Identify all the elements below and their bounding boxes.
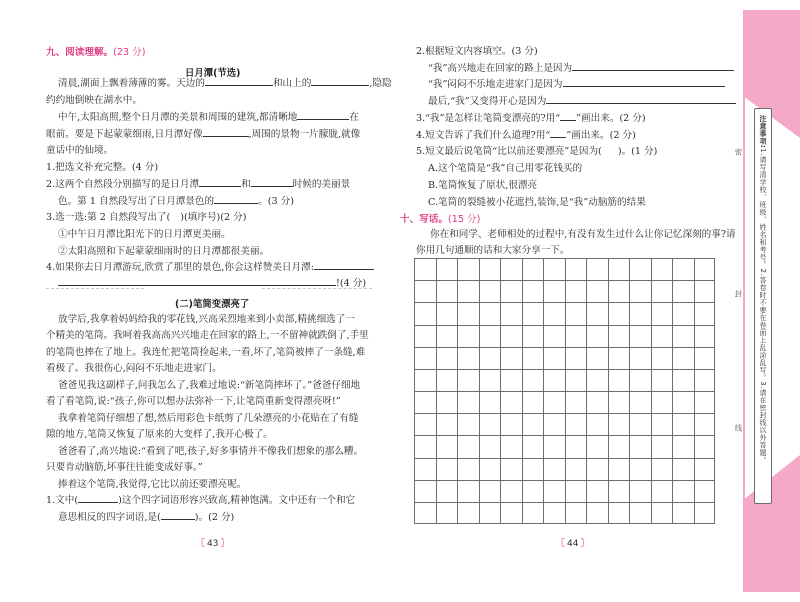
passage-1-line-1 — [58, 76, 392, 92]
text: 最后,“我”又变得开心是因为 — [428, 96, 547, 107]
question-9-option-c[interactable]: C.笔筒的裂缝被小花遮挡,装饰,是“我”动脑筋的结果 — [428, 197, 646, 208]
text: 中午,太阳高照,整个日月潭的美景和周围的建筑,都清晰地 — [58, 112, 298, 123]
passage-2-line-6: 看了看笔筒,说:“孩子,你可以想办法弥补一下,让笔筒重新变得漂亮呀!” — [46, 396, 341, 407]
question-2-line-1 — [46, 177, 350, 193]
text: 3.“我”是怎样让笔筒变漂亮的?用“ — [416, 113, 561, 124]
text: ,隐隐 — [369, 78, 392, 89]
question-5-line-2 — [58, 510, 234, 526]
passage-1-line-2: 约约地倒映在湖水中。 — [46, 95, 142, 106]
section-10-points: (15 分) — [447, 214, 481, 225]
text: 3.选一选:第 2 自然段写出了( — [46, 212, 171, 223]
question-4-line-1 — [46, 260, 374, 276]
notice-box — [754, 108, 772, 504]
question-3-option-1[interactable]: ①中午日月潭比阳光下的日月潭更美丽。 — [58, 229, 231, 240]
text: )。(2 分) — [194, 512, 235, 523]
text: 和山上的 — [272, 78, 312, 89]
passage-2-line-3: 的笔筒也摔在了地上。我连忙把笔筒捡起来,一看,坏了,笔筒被摔了一条缝,难 — [46, 347, 366, 358]
passage-2-line-4: 看极了。我很伤心,闷闷不乐地走进家门。 — [46, 363, 222, 374]
text: 和 — [241, 179, 251, 190]
section-10-title: 十、写话。 — [400, 214, 448, 225]
answer-blank[interactable] — [297, 110, 349, 120]
question-1: 1.把选文补充完整。(4 分) — [46, 162, 159, 173]
text: 4.短文告诉了我们什么道理?用“ — [416, 130, 551, 141]
sidebar-edge — [743, 10, 745, 592]
answer-blank[interactable] — [78, 493, 118, 503]
text: )这个四字词语形容兴致高,精神饱满。文中还有一个和它 — [118, 495, 356, 506]
question-3 — [46, 210, 247, 226]
text: !(4 分) — [336, 278, 367, 289]
text: ,周围的景物一片朦胧,就像 — [248, 129, 361, 140]
seal-mark-3: 线 — [734, 424, 743, 432]
writing-grid[interactable] — [414, 258, 715, 524]
text: 清晨,湖面上飘着薄薄的雾。天边的 — [58, 78, 205, 89]
page-number-right: 〖 44 〗 — [556, 539, 590, 549]
seal-mark-2: 封 — [734, 290, 743, 298]
passage-1-line-4 — [46, 127, 360, 143]
passage-2-line-2: 个精美的笔筒。我呵着我高高兴兴地走在回家的路上,一不留神就跌倒了,手里 — [46, 330, 369, 341]
question-9-option-a[interactable]: A.这个笔筒是“我”自己用零花钱买的 — [428, 163, 583, 174]
answer-blank[interactable] — [314, 260, 374, 270]
text: 色。第 1 自然段写出了日月潭景色的 — [58, 196, 215, 207]
answer-blank[interactable] — [205, 76, 273, 86]
text: )。(1 分) — [617, 146, 658, 157]
passage-1-line-3 — [58, 110, 359, 126]
underline-sample — [550, 128, 566, 138]
passage-2-line-9: 爸爸看了,高兴地说:“看到了吧,孩子,好多事情并不像我们想象的那么糟。 — [58, 446, 364, 457]
question-3-option-2[interactable]: ②太阳高照和下起蒙蒙细雨时的日月潭都很美丽。 — [58, 246, 270, 257]
page-number-value: 44 — [567, 539, 579, 549]
question-5-line-1 — [46, 493, 355, 509]
section-10-heading — [400, 211, 480, 225]
text: ”画出来。(2 分) — [576, 113, 646, 124]
grid-frame — [415, 259, 715, 524]
answer-blank[interactable] — [199, 177, 241, 187]
page-number-left: 〖 43 〗 — [196, 539, 230, 549]
text: 眼前。要是下起蒙蒙细雨,日月潭好像 — [46, 129, 203, 140]
answer-blank[interactable] — [546, 94, 736, 104]
answer-blank[interactable] — [161, 510, 195, 520]
writing-prompt-line-1: 你在和同学、老师相处的过程中,有没有发生过什么让你记忆深刻的事?请 — [430, 229, 736, 240]
question-8 — [416, 128, 636, 144]
passage-2-title: (二)笔筒变漂亮了 — [175, 299, 250, 310]
text: 2.这两个自然段分别描写的是日月潭 — [46, 179, 200, 190]
section-9-points: (23 分) — [113, 47, 146, 58]
question-6: 2.根据短文内容填空。(3 分) — [416, 46, 538, 57]
text: 时候的美丽景 — [292, 179, 351, 190]
answer-blank[interactable] — [203, 127, 249, 137]
answer-blank[interactable] — [563, 77, 725, 87]
text: “我”高兴地走在回家的路上是因为 — [428, 63, 573, 74]
page-number-value: 43 — [207, 539, 219, 549]
question-6-line-2 — [428, 77, 725, 93]
text: 意思相反的四字词语,是( — [58, 512, 161, 523]
divider — [46, 288, 144, 289]
question-9-option-b[interactable]: B.笔筒恢复了原状,很漂亮 — [428, 180, 538, 191]
answer-blank[interactable] — [251, 177, 293, 187]
divider — [262, 288, 372, 289]
passage-2-line-10: 只要肯动脑筋,坏事往往能变成好事。” — [46, 462, 203, 473]
passage-2-line-8: 隙的地方,笔筒又恢复了原来的大变样了,我开心极了。 — [46, 429, 273, 440]
answer-blank[interactable] — [214, 194, 258, 204]
text: )(填序号)(2 分) — [180, 212, 247, 223]
text: 1.文中( — [46, 495, 79, 506]
notice-body: 1.请写清学校、班级、姓名和考号。2.答卷时不要在卷面上乱涂乱写。3.请在密封线以外答题。 — [759, 148, 767, 464]
question-2-line-2 — [58, 194, 294, 210]
answer-blank[interactable] — [311, 76, 369, 86]
notice-text — [758, 115, 768, 464]
question-7 — [416, 111, 646, 127]
text: 在 — [349, 112, 359, 123]
passage-1-line-5: 童话中的仙境。 — [46, 145, 114, 156]
passage-2-line-1: 放学后,我拿着妈妈给我的零花钱,兴高采烈地来到小卖部,精挑细选了一 — [58, 314, 355, 325]
notice-title: 注意事项: — [759, 115, 767, 149]
underline-sample — [560, 111, 576, 121]
answer-blank[interactable] — [572, 61, 734, 71]
text: 4.如果你去日月潭游玩,欣赏了那里的景色,你会这样赞美日月潭: — [46, 262, 314, 273]
question-9 — [416, 144, 657, 160]
text: ”画出来。(2 分) — [566, 130, 636, 141]
question-4-line-2 — [58, 276, 366, 292]
text: “我”闷闷不乐地走进家门是因为 — [428, 79, 563, 90]
seal-mark-1: 密 — [734, 148, 743, 156]
question-6-line-3 — [428, 94, 736, 110]
passage-2-line-5: 爸爸见我这副样子,问我怎么了,我难过地说:“新笔筒摔坏了。”爸爸仔细地 — [58, 380, 361, 391]
text: 5.短文最后说笔筒“比以前还要漂亮”是因为( — [416, 146, 602, 157]
text: 。(3 分) — [258, 196, 294, 207]
section-9-title: 九、阅读理解。 — [46, 47, 114, 58]
passage-2-line-11: 捧着这个笔筒,我觉得,它比以前还要漂亮呢。 — [58, 479, 247, 490]
section-9-heading — [46, 44, 146, 58]
question-6-line-1 — [428, 61, 734, 77]
passage-1-title: 日月潭(节选) — [185, 68, 241, 79]
writing-prompt-line-2: 你用几句通顺的话和大家分享一下。 — [416, 245, 570, 256]
passage-2-line-7: 我拿着笔筒仔细想了想,然后用彩色卡纸剪了几朵漂亮的小花贴在了有缝 — [58, 413, 359, 424]
answer-blank[interactable] — [58, 276, 336, 286]
